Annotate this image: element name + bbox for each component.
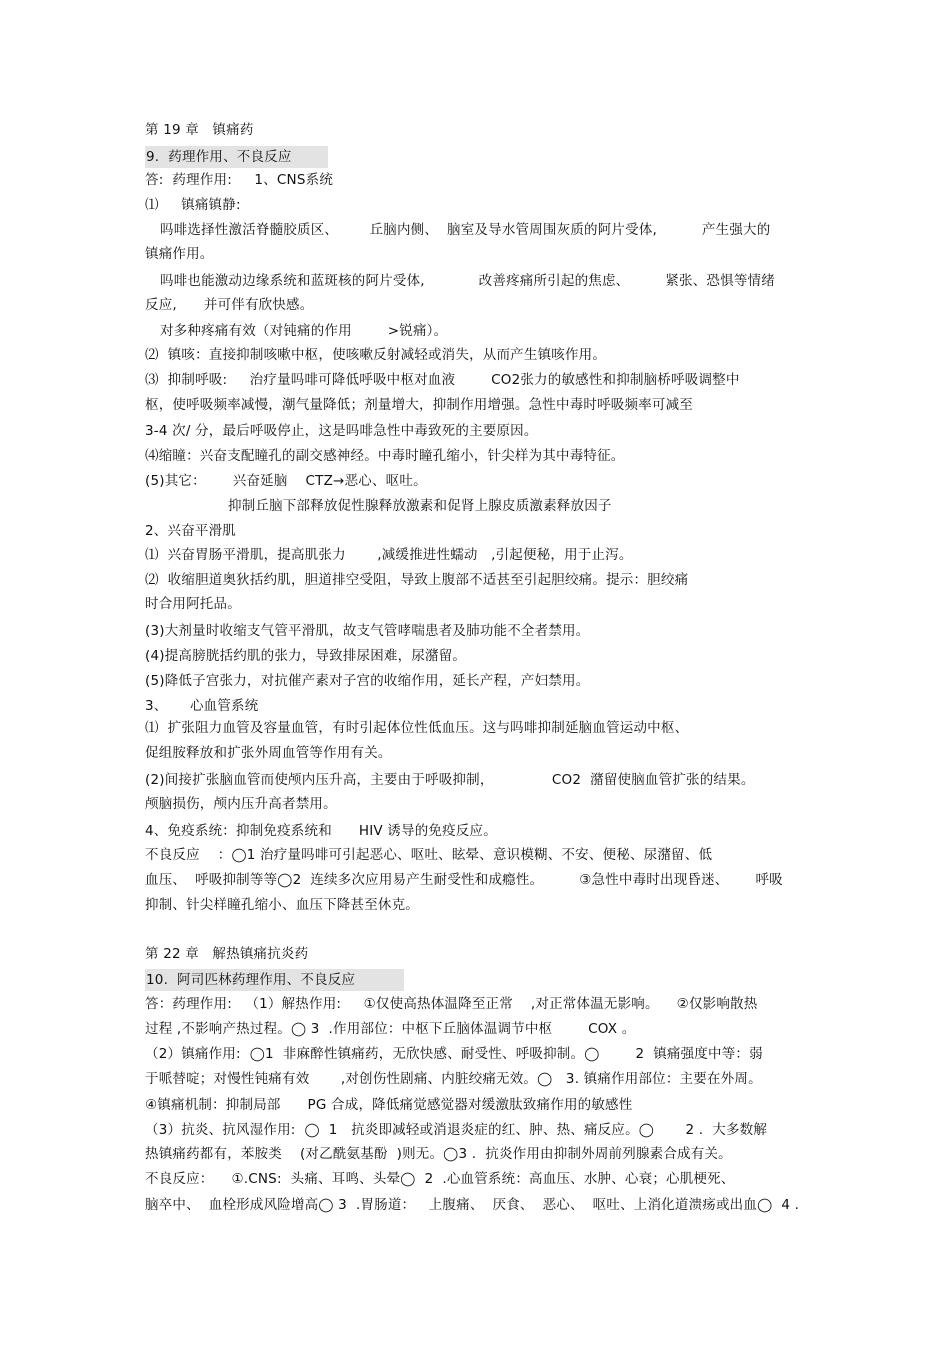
- text-line: (4)提高膀胱括约肌的张力，导致排尿困难，尿潴留。: [145, 648, 467, 664]
- text-line: 吗啡选择性激活脊髓胶质区、 丘脑内侧、 脑室及导水管周围灰质的阿片受体, 产生强大的: [160, 222, 771, 238]
- text-line: 于哌替啶；对慢性钝痛有效 ,对创伤性剧痛、内脏绞痛无效。◯ 3. 镇痛作用部位：主要在外周。: [145, 1071, 762, 1087]
- text-line: 血压、 呼吸抑制等等◯2 连续多次应用易产生耐受性和成瘾性。 ③急性中毒时出现昏迷、 呼吸: [145, 872, 783, 888]
- text-line: ⑷缩瞳：兴奋支配瞳孔的副交感神经。中毒时瞳孔缩小，针尖样为其中毒特征。: [145, 448, 625, 464]
- question-10-highlight: 10. 阿司匹林药理作用、不良反应: [145, 969, 404, 991]
- text-line: 时合用阿托品。: [145, 596, 241, 612]
- text-line: (2)间接扩张脑血管而使颅内压升高，主要由于呼吸抑制， CO2 潴留使脑血管扩张的结果。: [145, 772, 755, 788]
- text-line: 抑制、针尖样瞳孔缩小、血压下降甚至休克。: [145, 897, 419, 913]
- text-line: 枢，使呼吸频率减慢，潮气量降低；剂量增大，抑制作用增强。急性中毒时呼吸频率可减至: [145, 397, 693, 413]
- text-line: 吗啡也能激动边缘系统和蓝斑核的阿片受体, 改善疼痛所引起的焦虑、 紧张、恐惧等情绪: [160, 273, 775, 289]
- text-line: 抑制丘脑下部释放促性腺释放激素和促肾上腺皮质激素释放因子: [228, 498, 612, 514]
- text-line: 2、兴奋平滑肌: [145, 523, 236, 539]
- text-line: 颅脑损伤，颅内压升高者禁用。: [145, 796, 337, 812]
- text-line: 过程 ,不影响产热过程。◯ 3 .作用部位：中枢下丘脑体温调节中枢 COX 。: [145, 1021, 636, 1037]
- text-line: ⑶ 抑制呼吸: 治疗量吗啡可降低呼吸中枢对血液 CO2张力的敏感性和抑制脑桥呼吸调整中: [145, 372, 740, 388]
- text-line: ⑴ 镇痛镇静:: [145, 197, 241, 213]
- text-line: 促组胺释放和扩张外周血管等作用有关。: [145, 745, 392, 761]
- text-line: 对多种疼痛有效（对钝痛的作用 >锐痛）。: [160, 323, 448, 339]
- text-line: ⑵ 镇咳：直接抑制咳嗽中枢，使咳嗽反射减轻或消失，从而产生镇咳作用。: [145, 347, 607, 363]
- text-line: (5)其它： 兴奋延脑 CTZ→恶心、呕吐。: [145, 473, 427, 489]
- text-line: 答：药理作用: （1）解热作用: ①仅使高热体温降至正常 ,对正常体温无影响。 ②仅影响散热: [145, 996, 758, 1012]
- text-line: 4、免疫系统：抑制免疫系统和 HIV 诱导的免疫反应。: [145, 823, 497, 839]
- text-line: ⑴ 扩张阻力血管及容量血管，有时引起体位性低血压。这与吗啡抑制延脑血管运动中枢、: [145, 720, 689, 736]
- text-line: 不良反应： ①.CNS: 头痛、耳鸣、头晕◯ 2 .心血管系统：高血压、水肿、心衰；心肌梗死、: [145, 1171, 735, 1187]
- text-line: 不良反应 ：◯1 治疗量吗啡可引起恶心、呕吐、眩晕、意识模糊、不安、便秘、尿潴留、低: [145, 847, 713, 863]
- question-10-heading: [145, 969, 404, 991]
- text-line: ④镇痛机制：抑制局部 PG 合成，降低痛觉感觉器对缓激肽致痛作用的敏感性: [145, 1097, 633, 1113]
- text-line: ⑵ 收缩胆道奥狄括约肌，胆道排空受阻，导致上腹部不适甚至引起胆绞痛。提示：胆绞痛: [145, 572, 689, 588]
- text-line: (5)降低子宫张力，对抗催产素对子宫的收缩作用，延长产程，产妇禁用。: [145, 673, 590, 689]
- text-line: ⑴ 兴奋胃肠平滑肌，提高肌张力 ,减缓推进性蠕动 ,引起便秘，用于止泻。: [145, 547, 633, 563]
- text-line: （3）抗炎、抗风湿作用: ◯ 1 抗炎即减轻或消退炎症的红、肿、热、痛反应。◯ 2 . 大多数解: [145, 1122, 768, 1138]
- text-line: （2）镇痛作用: ◯1 非麻醉性镇痛药，无欣快感、耐受性、呼吸抑制。◯ 2 镇痛强度中等：弱: [145, 1046, 763, 1062]
- text-line: 3、 心血管系统: [145, 698, 259, 714]
- chapter-22-title: 第 22 章 解热镇痛抗炎药: [145, 946, 309, 962]
- text-line: 脑卒中、 血栓形成风险增高◯ 3 .胃肠道： 上腹痛、 厌食、 恶心、 呕吐、上消化道溃疡或出血◯ 4 .: [145, 1197, 800, 1213]
- text-line: 3-4 次/ 分，最后呼吸停止，这是吗啡急性中毒致死的主要原因。: [145, 423, 538, 439]
- question-9-heading: [145, 146, 328, 168]
- text-line: (3)大剂量时收缩支气管平滑肌，故支气管哮喘患者及肺功能不全者禁用。: [145, 623, 590, 639]
- text-line: 热镇痛药都有，苯胺类 (对乙酰氨基酚 )则无。◯3 . 抗炎作用由抑制外周前列腺素合成有关。: [145, 1146, 732, 1162]
- text-line: 镇痛作用。: [145, 246, 214, 262]
- text-line: 答: 药理作用: 1、CNS系统: [145, 172, 334, 188]
- question-9-highlight: 9. 药理作用、不良反应: [145, 146, 328, 168]
- chapter-19-title: 第 19 章 镇痛药: [145, 122, 254, 138]
- text-line: 反应, 并可伴有欣快感。: [145, 297, 314, 313]
